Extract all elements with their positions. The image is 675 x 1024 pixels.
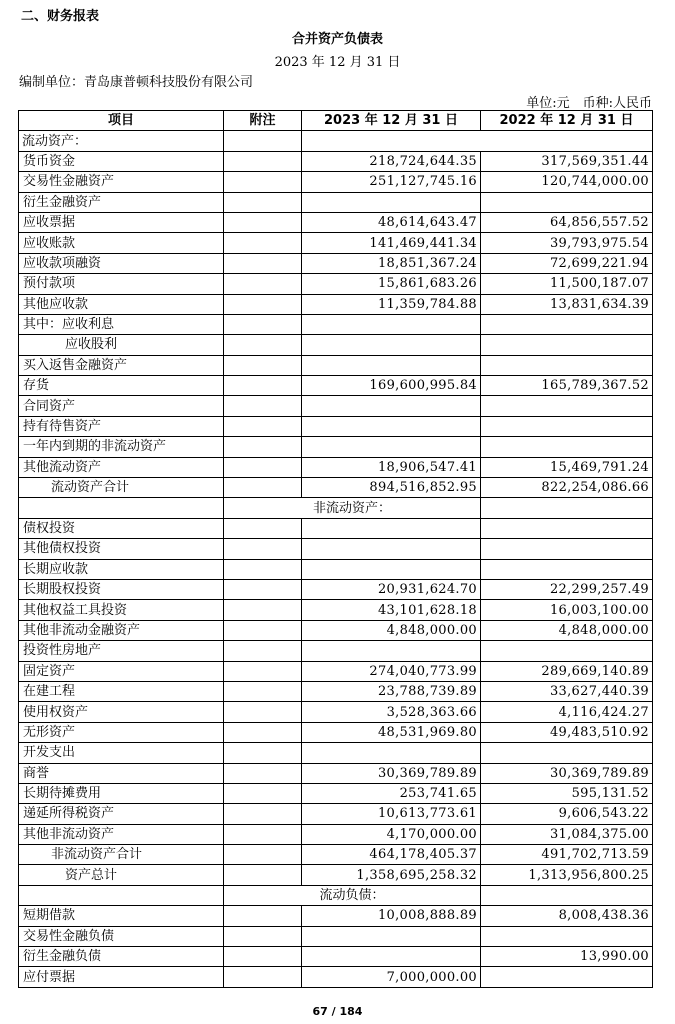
empty-cell	[302, 131, 653, 151]
prior-period-value	[481, 926, 653, 946]
row-label: 合同资产	[19, 396, 224, 416]
row-label: 衍生金融负债	[19, 947, 224, 967]
prior-period-value: 11,500,187.07	[481, 274, 653, 294]
note-cell	[224, 396, 302, 416]
current-period-value: 20,931,624.70	[302, 579, 481, 599]
section-heading: 二、财务报表	[21, 9, 100, 24]
current-period-value: 48,531,969.80	[302, 722, 481, 742]
current-period-value: 18,851,367.24	[302, 253, 481, 273]
prior-period-value: 72,699,221.94	[481, 253, 653, 273]
row-label: 应付票据	[19, 967, 224, 987]
table-row	[19, 906, 653, 926]
table-row	[19, 967, 653, 987]
row-label: 应收票据	[19, 212, 224, 232]
table-row	[19, 947, 653, 967]
row-label: 货币资金	[19, 151, 224, 171]
row-label: 预付款项	[19, 274, 224, 294]
unit-currency-line: 单位:元 币种:人民币	[526, 96, 652, 111]
table-row	[19, 763, 653, 783]
prior-period-value: 8,008,438.36	[481, 906, 653, 926]
prior-period-value	[481, 539, 653, 559]
table-body	[19, 131, 653, 987]
current-period-value: 4,848,000.00	[302, 620, 481, 640]
table-header-row	[19, 111, 653, 131]
prior-period-value	[481, 192, 653, 212]
table-row	[19, 192, 653, 212]
table-row	[19, 151, 653, 171]
row-label: 其他流动资产	[19, 457, 224, 477]
prior-period-value	[481, 967, 653, 987]
note-cell	[224, 253, 302, 273]
note-cell	[224, 274, 302, 294]
current-period-value: 18,906,547.41	[302, 457, 481, 477]
current-period-value: 15,861,683.26	[302, 274, 481, 294]
table-row	[19, 661, 653, 681]
row-label: 其他权益工具投资	[19, 600, 224, 620]
page-number: 67 / 184	[312, 1005, 363, 1018]
current-period-value: 141,469,441.34	[302, 233, 481, 253]
prior-period-value: 9,606,543.22	[481, 804, 653, 824]
section-label: 流动资产：	[19, 131, 224, 151]
table-row	[19, 885, 653, 905]
header-current-period: 2023 年 12 月 31 日	[302, 111, 481, 131]
current-period-value: 4,170,000.00	[302, 824, 481, 844]
prior-period-value	[481, 335, 653, 355]
current-period-value: 894,516,852.95	[302, 478, 481, 498]
row-label: 非流动资产合计	[19, 845, 224, 865]
prior-period-value: 165,789,367.52	[481, 376, 653, 396]
prior-period-value	[481, 355, 653, 375]
current-period-value: 23,788,739.89	[302, 681, 481, 701]
prior-period-value	[481, 437, 653, 457]
current-period-value	[302, 192, 481, 212]
table-row	[19, 498, 653, 518]
prior-period-value: 491,702,713.59	[481, 845, 653, 865]
prior-period-value: 22,299,257.49	[481, 579, 653, 599]
current-period-value	[302, 355, 481, 375]
section-label: 流动负债：	[224, 885, 481, 905]
current-period-value: 1,358,695,258.32	[302, 865, 481, 885]
row-label: 交易性金融负债	[19, 926, 224, 946]
row-label: 无形资产	[19, 722, 224, 742]
note-cell	[224, 437, 302, 457]
prior-period-value: 317,569,351.44	[481, 151, 653, 171]
current-period-value: 30,369,789.89	[302, 763, 481, 783]
current-period-value: 10,613,773.61	[302, 804, 481, 824]
table-row	[19, 579, 653, 599]
prior-period-value: 64,856,557.52	[481, 212, 653, 232]
note-cell	[224, 865, 302, 885]
table-row	[19, 926, 653, 946]
current-period-value	[302, 396, 481, 416]
current-period-value	[302, 314, 481, 334]
table-row	[19, 845, 653, 865]
current-period-value	[302, 437, 481, 457]
row-label: 应收账款	[19, 233, 224, 253]
note-cell	[224, 233, 302, 253]
current-period-value	[302, 518, 481, 538]
header-note: 附注	[224, 111, 302, 131]
table-row	[19, 865, 653, 885]
note-cell	[224, 824, 302, 844]
note-cell	[224, 172, 302, 192]
note-cell	[224, 579, 302, 599]
prior-period-value	[481, 396, 653, 416]
table-row	[19, 396, 653, 416]
table-row	[19, 294, 653, 314]
row-label: 开发支出	[19, 743, 224, 763]
table-row	[19, 620, 653, 640]
prior-period-value: 31,084,375.00	[481, 824, 653, 844]
table-row	[19, 783, 653, 803]
note-cell	[224, 702, 302, 722]
prior-period-value: 49,483,510.92	[481, 722, 653, 742]
note-cell	[224, 416, 302, 436]
prior-period-value	[481, 518, 653, 538]
row-label: 长期股权投资	[19, 579, 224, 599]
empty-cell	[481, 885, 653, 905]
row-label: 流动资产合计	[19, 478, 224, 498]
row-label: 买入返售金融资产	[19, 355, 224, 375]
table-row	[19, 131, 653, 151]
row-label: 使用权资产	[19, 702, 224, 722]
prior-period-value	[481, 559, 653, 579]
statement-date: 2023 年 12 月 31 日	[274, 55, 401, 70]
note-cell	[224, 539, 302, 559]
table-row	[19, 376, 653, 396]
table-row	[19, 335, 653, 355]
current-period-value	[302, 335, 481, 355]
table-row	[19, 743, 653, 763]
note-cell	[224, 457, 302, 477]
current-period-value: 464,178,405.37	[302, 845, 481, 865]
prior-period-value: 30,369,789.89	[481, 763, 653, 783]
note-cell	[224, 763, 302, 783]
current-period-value: 43,101,628.18	[302, 600, 481, 620]
row-label: 存货	[19, 376, 224, 396]
table-row	[19, 518, 653, 538]
prior-period-value	[481, 416, 653, 436]
prior-period-value: 4,848,000.00	[481, 620, 653, 640]
prior-period-value: 13,831,634.39	[481, 294, 653, 314]
table-row	[19, 437, 653, 457]
row-label: 一年内到期的非流动资产	[19, 437, 224, 457]
table-row	[19, 457, 653, 477]
note-cell	[224, 804, 302, 824]
compiler-line: 编制单位：青岛康普顿科技股份有限公司	[19, 75, 254, 90]
table-row	[19, 702, 653, 722]
row-label: 持有待售资产	[19, 416, 224, 436]
table-row	[19, 416, 653, 436]
note-cell	[224, 947, 302, 967]
note-cell	[224, 845, 302, 865]
row-label: 衍生金融资产	[19, 192, 224, 212]
empty-cell	[481, 498, 653, 518]
current-period-value: 169,600,995.84	[302, 376, 481, 396]
note-cell	[224, 376, 302, 396]
note-cell	[224, 335, 302, 355]
prior-period-value: 822,254,086.66	[481, 478, 653, 498]
row-label: 其中：应收利息	[19, 314, 224, 334]
note-cell	[224, 967, 302, 987]
prior-period-value: 120,744,000.00	[481, 172, 653, 192]
row-label: 长期应收款	[19, 559, 224, 579]
note-cell	[224, 661, 302, 681]
note-cell	[224, 681, 302, 701]
table-row	[19, 681, 653, 701]
note-cell	[224, 314, 302, 334]
table-row	[19, 253, 653, 273]
row-label: 短期借款	[19, 906, 224, 926]
prior-period-value: 4,116,424.27	[481, 702, 653, 722]
row-label: 债权投资	[19, 518, 224, 538]
current-period-value: 10,008,888.89	[302, 906, 481, 926]
note-cell	[224, 783, 302, 803]
balance-sheet-table	[18, 110, 653, 988]
prior-period-value: 13,990.00	[481, 947, 653, 967]
note-cell	[224, 212, 302, 232]
row-label: 其他非流动金融资产	[19, 620, 224, 640]
row-label: 在建工程	[19, 681, 224, 701]
prior-period-value: 15,469,791.24	[481, 457, 653, 477]
table-row	[19, 355, 653, 375]
table-row	[19, 804, 653, 824]
row-label: 其他应收款	[19, 294, 224, 314]
prior-period-value	[481, 641, 653, 661]
row-label: 长期待摊费用	[19, 783, 224, 803]
current-period-value: 7,000,000.00	[302, 967, 481, 987]
note-cell	[224, 518, 302, 538]
section-label: 非流动资产：	[224, 498, 481, 518]
table-row	[19, 212, 653, 232]
prior-period-value: 595,131.52	[481, 783, 653, 803]
item-cell	[19, 498, 224, 518]
note-cell	[224, 600, 302, 620]
table-row	[19, 559, 653, 579]
note-cell	[224, 559, 302, 579]
note-cell	[224, 478, 302, 498]
table-row	[19, 824, 653, 844]
table-row	[19, 600, 653, 620]
current-period-value	[302, 641, 481, 661]
current-period-value: 251,127,745.16	[302, 172, 481, 192]
item-cell	[19, 885, 224, 905]
current-period-value	[302, 416, 481, 436]
note-cell	[224, 906, 302, 926]
note-cell	[224, 926, 302, 946]
row-label: 资产总计	[19, 865, 224, 885]
table-row	[19, 478, 653, 498]
note-cell	[224, 294, 302, 314]
note-cell	[224, 722, 302, 742]
note-cell	[224, 743, 302, 763]
table-row	[19, 722, 653, 742]
current-period-value	[302, 947, 481, 967]
note-cell	[224, 355, 302, 375]
note-cell	[224, 641, 302, 661]
current-period-value: 274,040,773.99	[302, 661, 481, 681]
current-period-value	[302, 926, 481, 946]
prior-period-value: 1,313,956,800.25	[481, 865, 653, 885]
note-cell	[224, 131, 302, 151]
current-period-value: 218,724,644.35	[302, 151, 481, 171]
note-cell	[224, 151, 302, 171]
current-period-value: 253,741.65	[302, 783, 481, 803]
statement-title: 合并资产负债表	[291, 32, 383, 47]
row-label: 其他债权投资	[19, 539, 224, 559]
row-label: 应收股利	[19, 335, 224, 355]
prior-period-value: 289,669,140.89	[481, 661, 653, 681]
header-prior-period: 2022 年 12 月 31 日	[481, 111, 653, 131]
note-cell	[224, 620, 302, 640]
table-row	[19, 314, 653, 334]
table-row	[19, 539, 653, 559]
row-label: 商誉	[19, 763, 224, 783]
row-label: 投资性房地产	[19, 641, 224, 661]
row-label: 固定资产	[19, 661, 224, 681]
row-label: 应收款项融资	[19, 253, 224, 273]
prior-period-value	[481, 314, 653, 334]
current-period-value	[302, 743, 481, 763]
current-period-value: 48,614,643.47	[302, 212, 481, 232]
table-row	[19, 274, 653, 294]
prior-period-value: 39,793,975.54	[481, 233, 653, 253]
table-row	[19, 641, 653, 661]
row-label: 交易性金融资产	[19, 172, 224, 192]
current-period-value: 11,359,784.88	[302, 294, 481, 314]
row-label: 其他非流动资产	[19, 824, 224, 844]
prior-period-value: 33,627,440.39	[481, 681, 653, 701]
note-cell	[224, 192, 302, 212]
current-period-value: 3,528,363.66	[302, 702, 481, 722]
current-period-value	[302, 559, 481, 579]
prior-period-value	[481, 743, 653, 763]
current-period-value	[302, 539, 481, 559]
prior-period-value: 16,003,100.00	[481, 600, 653, 620]
header-item: 项目	[19, 111, 224, 131]
row-label: 递延所得税资产	[19, 804, 224, 824]
table-row	[19, 233, 653, 253]
table-row	[19, 172, 653, 192]
